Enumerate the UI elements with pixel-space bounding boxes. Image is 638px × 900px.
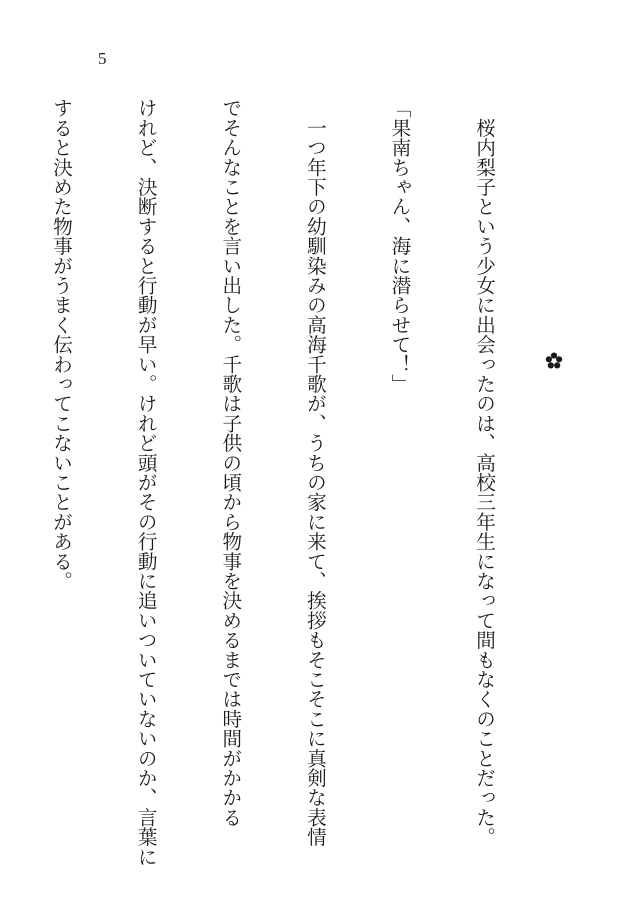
text-line: 桜内梨子という少女に出会ったのは、高校三年生になって間もなくのことだった。 <box>472 98 496 847</box>
text-line: 「果南ちゃん、海に潜らせて！」 <box>387 98 411 394</box>
text-line: でそんなことを言い出した。千歌は子供の頃から物事を決めるまでは時間がかかる <box>218 98 242 827</box>
text-line: 一つ年下の幼馴染みの高海千歌が、うちの家に来て、挨拶もそこそこに真剣な表情 <box>303 98 327 847</box>
body-text <box>0 98 554 867</box>
page-number: 5 <box>98 49 107 68</box>
text-line: けれど、決断すると行動が早い。けれど頭がその行動に追いついていないのか、言葉に <box>134 98 158 867</box>
text-line: すると決めた物事がうまく伝わってこないことがある。 <box>49 98 73 591</box>
